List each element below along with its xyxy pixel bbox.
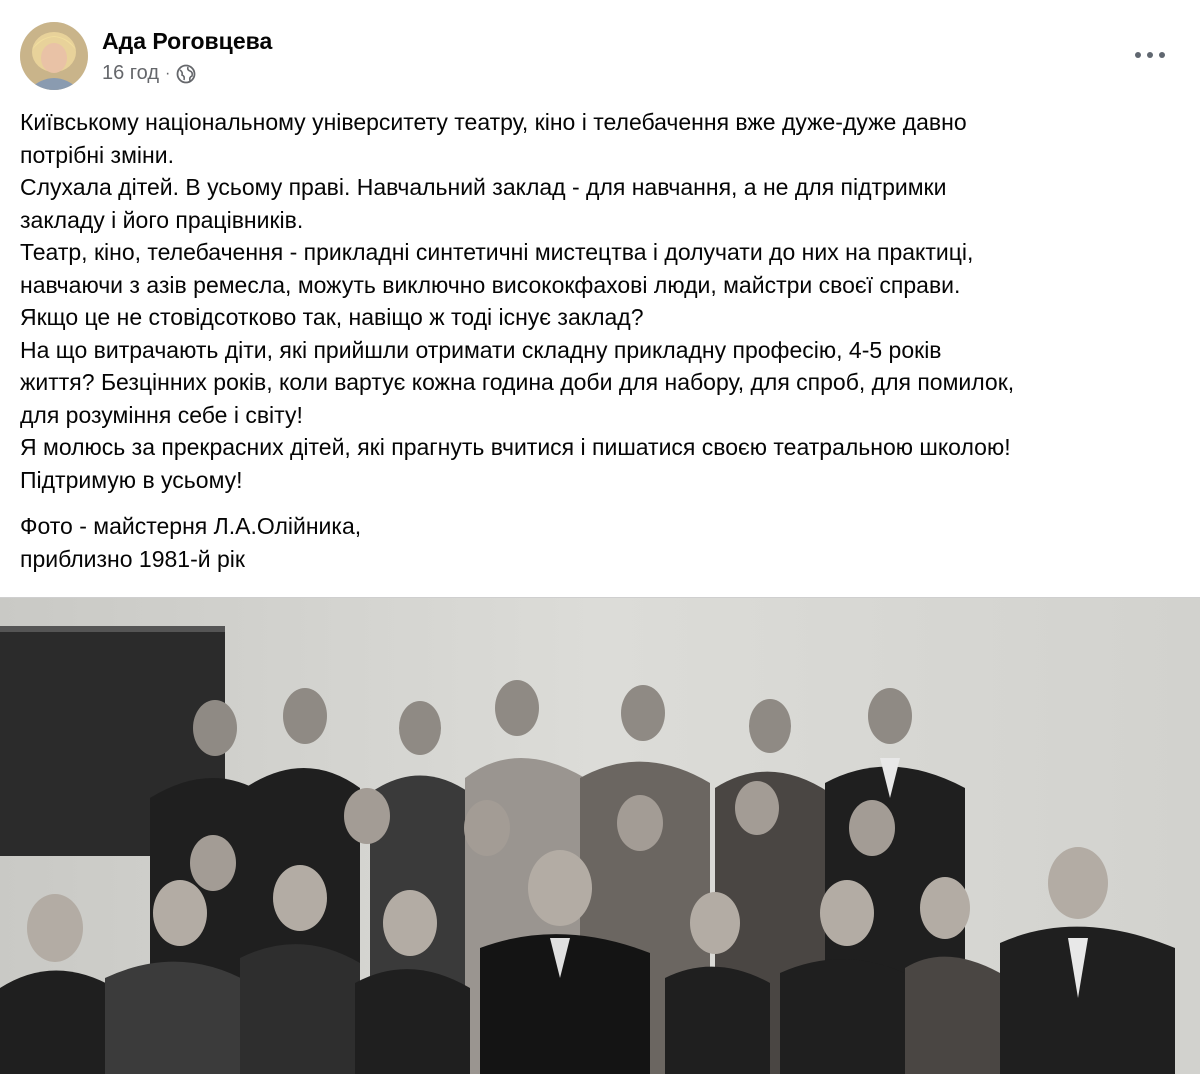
- more-options-button[interactable]: [1130, 40, 1170, 70]
- post-meta: [102, 62, 196, 85]
- post-line: На що витрачають діти, які прийшли отримати складну прикладну професію, 4-5 років: [20, 336, 942, 363]
- post-line: Підтримую в усьому!: [20, 466, 243, 493]
- post-body: [20, 106, 1185, 575]
- meta-separator: ·: [165, 64, 171, 82]
- post-line: Я молюсь за прекрасних дітей, які прагнуть вчитися і пишатися своєю театральною школою!: [20, 434, 1011, 460]
- post-line: Київському національному університету театру, кіно і телебачення вже дуже-дуже давно: [20, 109, 967, 135]
- post-line: навчаючи з азів ремесла, можуть виключно висококфахові люди, майстри своєї справи.: [20, 271, 961, 298]
- post-timestamp[interactable]: 16 год: [102, 62, 160, 84]
- author-name[interactable]: Ада Роговцева: [102, 28, 273, 54]
- post-header: [20, 22, 1180, 92]
- globe-icon[interactable]: [176, 64, 196, 84]
- avatar-image: [20, 22, 88, 90]
- post-line: Якщо це не стовідсотково так, навіщо ж тоді існує заклад?: [20, 304, 644, 330]
- more-horizontal-icon: [1135, 52, 1141, 58]
- group-photo: [0, 598, 1200, 1074]
- post-line: для розуміння себе і світу!: [20, 401, 303, 428]
- author-avatar[interactable]: [20, 22, 88, 90]
- post-line: Слухала дітей. В усьому праві. Навчальний заклад - для навчання, а не для підтримки: [20, 174, 947, 200]
- post-line: Театр, кіно, телебачення - прикладні синтетичні мистецтва і долучати до них на практиці,: [20, 239, 974, 265]
- caption-line: Фото - майстерня Л.А.Олійника,: [20, 513, 362, 539]
- post-line: закладу і його працівників.: [20, 206, 304, 233]
- post-line: життя? Безцінних років, коли вартує кожна година доби для набору, для спроб, для помилок,: [20, 369, 1015, 395]
- post-photo[interactable]: [0, 597, 1200, 1074]
- post-line: потрібні зміни.: [20, 141, 174, 168]
- caption-line: приблизно 1981-й рік: [20, 545, 245, 572]
